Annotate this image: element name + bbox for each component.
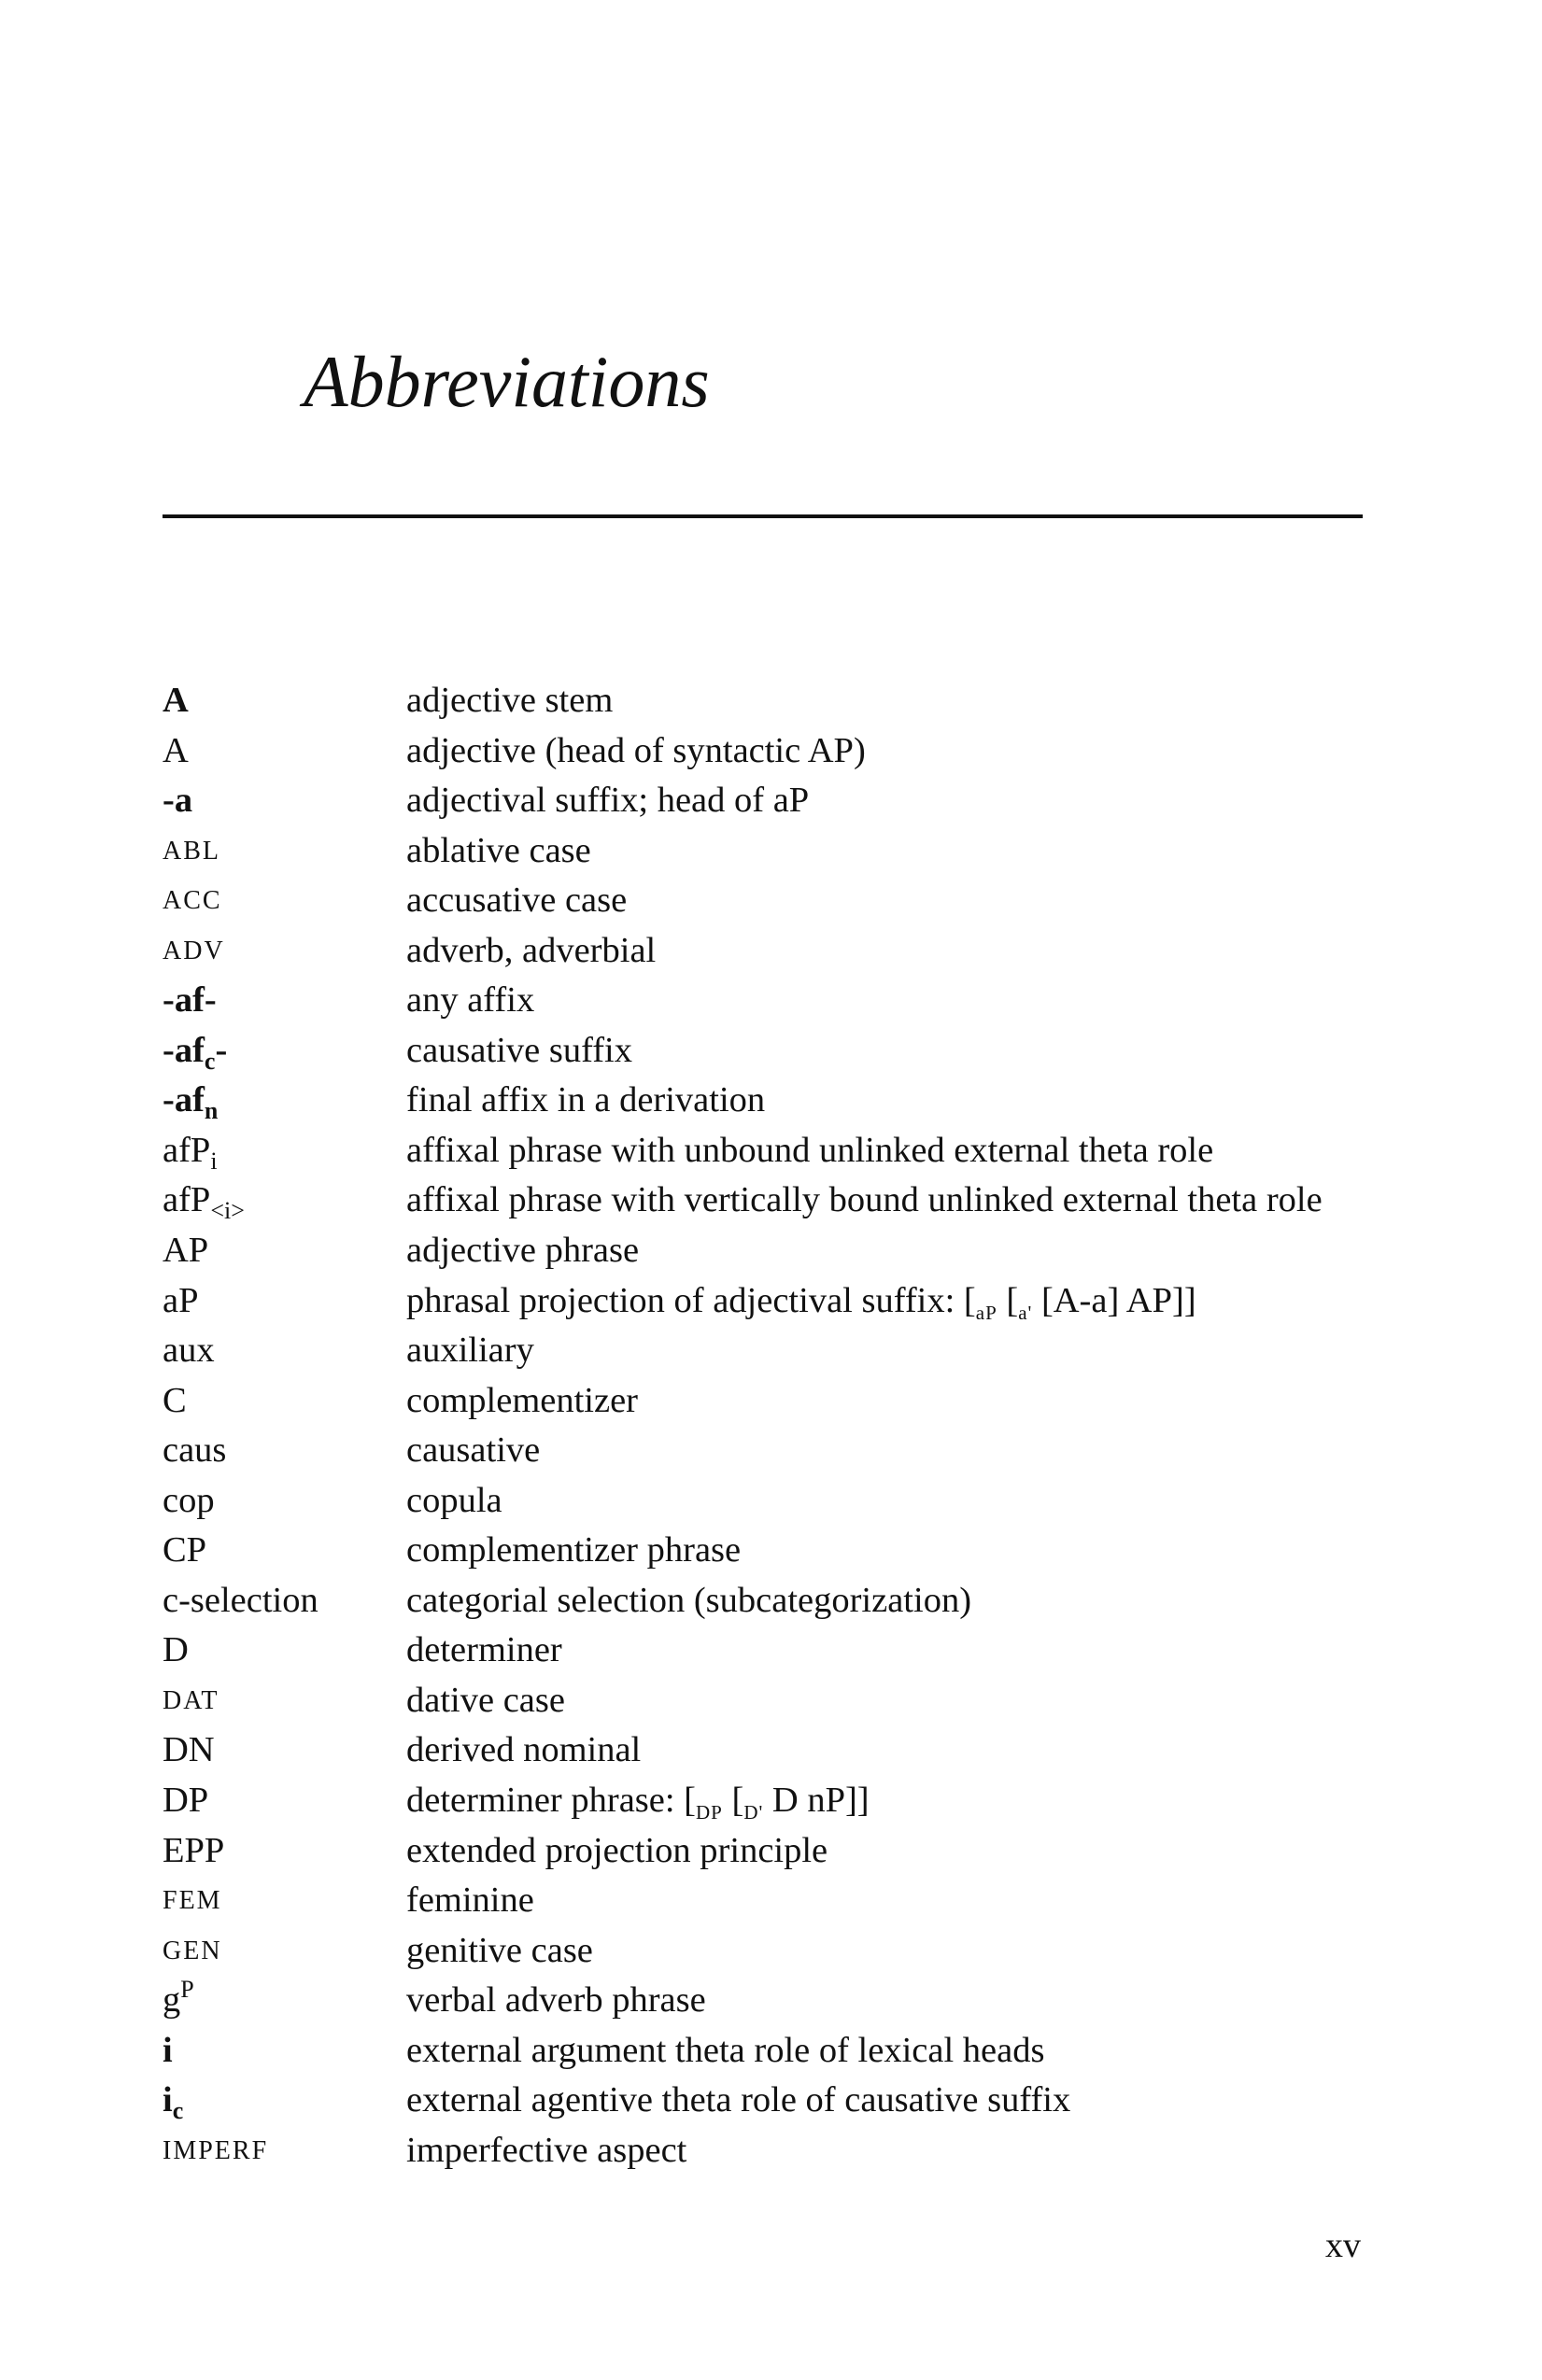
abbreviation-definition: complementizer [406,1380,638,1420]
abbreviation-definition [406,1776,870,1826]
abbreviation-definition: complementizer phrase [406,1530,742,1570]
definition-text: phrasal projection of adjectival suffix: [ [406,1280,976,1320]
abbreviation-row [163,726,1367,777]
definition-text: D nP]] [763,1781,870,1821]
abbreviation-definition: external argument theta role of lexical heads [406,2030,1045,2070]
abbreviation-row [163,1526,1367,1576]
abbreviation-row [163,1026,1367,1077]
abbreviation-list [163,676,1367,2176]
abbreviation-definition: external agentive theta role of causative suffix [406,2080,1071,2120]
abbreviation-definition: ablative case [406,830,591,870]
abbreviation-term: i [163,2030,173,2070]
abbreviation-term: IMPERF [163,2135,269,2165]
abbreviation-definition: causative suffix [406,1030,632,1070]
abbreviation-term: ACC [163,886,222,916]
abbreviation-row [163,1476,1367,1527]
definition-subscript: D' [743,1801,764,1824]
term-suffix: - [215,1030,228,1070]
abbreviation-definition: verbal adverb phrase [406,1980,706,2021]
page-number: xv [1325,2226,1361,2265]
abbreviation-term: A [163,681,189,720]
abbreviation-row [163,1126,1367,1176]
abbreviation-term: DP [163,1781,209,1821]
abbreviation-row [163,1976,1367,2026]
abbreviation-term: DN [163,1730,215,1770]
abbreviation-row [163,1576,1367,1627]
term-base: i [163,2080,173,2120]
abbreviation-row [163,926,1367,977]
abbreviation-term: FEM [163,1886,222,1916]
abbreviation-definition: adjective phrase [406,1231,640,1271]
abbreviation-term: CP [163,1530,207,1570]
term-subscript: c [172,2097,184,2125]
abbreviation-term [163,1176,245,1226]
term-subscript: n [204,1097,219,1125]
definition-text: determiner phrase: [ [406,1781,696,1821]
abbreviation-definition: adjective (head of syntactic AP) [406,730,866,770]
abbreviation-row [163,2126,1367,2176]
abbreviation-term: C [163,1380,187,1420]
abbreviation-term: EPP [163,1830,225,1870]
abbreviation-definition: adverb, adverbial [406,930,657,970]
abbreviation-definition: accusative case [406,880,628,921]
abbreviation-definition: genitive case [406,1930,593,1970]
definition-text: [ [997,1280,1019,1320]
definition-text: [A-a] AP]] [1032,1280,1196,1320]
term-base: -af [163,1080,205,1120]
abbreviation-row [163,976,1367,1026]
abbreviation-term: aux [163,1331,215,1371]
abbreviation-definition: final affix in a derivation [406,1080,766,1120]
abbreviation-definition [406,1276,1196,1327]
abbreviation-term: aP [163,1280,199,1320]
abbreviation-definition: determiner [406,1630,562,1670]
definition-subscript: DP [696,1801,723,1824]
abbreviation-row [163,1226,1367,1276]
abbreviation-definition: auxiliary [406,1331,534,1371]
abbreviation-definition: affixal phrase with unbound unlinked external theta role [406,1130,1214,1170]
abbreviation-definition: extended projection principle [406,1830,828,1870]
abbreviation-row [163,876,1367,926]
abbreviation-definition: derived nominal [406,1730,642,1770]
term-superscript: P [180,1976,194,2004]
abbreviation-row [163,1926,1367,1977]
abbreviation-definition: any affix [406,980,535,1021]
abbreviation-term: caus [163,1430,227,1471]
abbreviation-row [163,1876,1367,1926]
term-base: -af [163,1030,205,1070]
abbreviation-term [163,1026,227,1077]
term-base: g [163,1980,181,2021]
abbreviation-term: c-selection [163,1580,318,1620]
abbreviation-row [163,2026,1367,2077]
definition-subscript: aP [975,1301,997,1324]
term-base: afP [163,1180,211,1220]
abbreviation-definition: copula [406,1480,502,1520]
abbreviation-term: ADV [163,936,225,965]
abbreviation-row [163,1276,1367,1327]
abbreviation-row [163,1376,1367,1427]
abbreviation-term: cop [163,1480,215,1520]
abbreviation-definition: dative case [406,1680,565,1720]
abbreviation-definition: adjectival suffix; head of aP [406,781,810,821]
abbreviation-term [163,1076,218,1126]
abbreviation-term: -af- [163,980,217,1021]
abbreviation-definition: categorial selection (subcategorization) [406,1580,972,1620]
abbreviation-term: D [163,1630,189,1670]
abbreviation-row [163,1076,1367,1126]
abbreviation-row [163,1826,1367,1877]
abbreviation-row [163,826,1367,877]
abbreviation-row [163,1725,1367,1776]
abbreviation-definition: causative [406,1430,541,1471]
abbreviation-row [163,776,1367,826]
abbreviation-term [163,1126,218,1176]
term-base: afP [163,1130,211,1170]
term-subscript: <i> [210,1197,245,1225]
abbreviation-definition: feminine [406,1880,534,1921]
abbreviation-row [163,1626,1367,1676]
page-title: Abbreviations [304,341,710,422]
abbreviation-term: -a [163,781,193,821]
abbreviation-row [163,1776,1367,1826]
abbreviation-row [163,1326,1367,1376]
abbreviation-term: GEN [163,1936,222,1965]
abbreviation-term: AP [163,1231,209,1271]
abbreviation-row [163,1176,1367,1226]
abbreviation-term [163,2076,183,2126]
abbreviation-definition: adjective stem [406,681,614,720]
abbreviation-term: ABL [163,836,220,866]
abbreviation-definition: imperfective aspect [406,2130,687,2170]
definition-subscript: a' [1018,1301,1033,1324]
term-subscript: c [204,1047,216,1075]
abbreviation-term: DAT [163,1685,219,1715]
term-subscript: i [210,1147,218,1175]
abbreviation-row [163,1676,1367,1726]
abbreviation-term: A [163,730,189,770]
abbreviation-definition: affixal phrase with vertically bound unlinked external theta role [406,1180,1323,1220]
abbreviation-row [163,1426,1367,1476]
definition-text: [ [722,1781,744,1821]
abbreviation-row [163,676,1367,726]
abbreviation-term [163,1976,194,2026]
abbreviation-row [163,2076,1367,2126]
title-rule [163,514,1363,518]
